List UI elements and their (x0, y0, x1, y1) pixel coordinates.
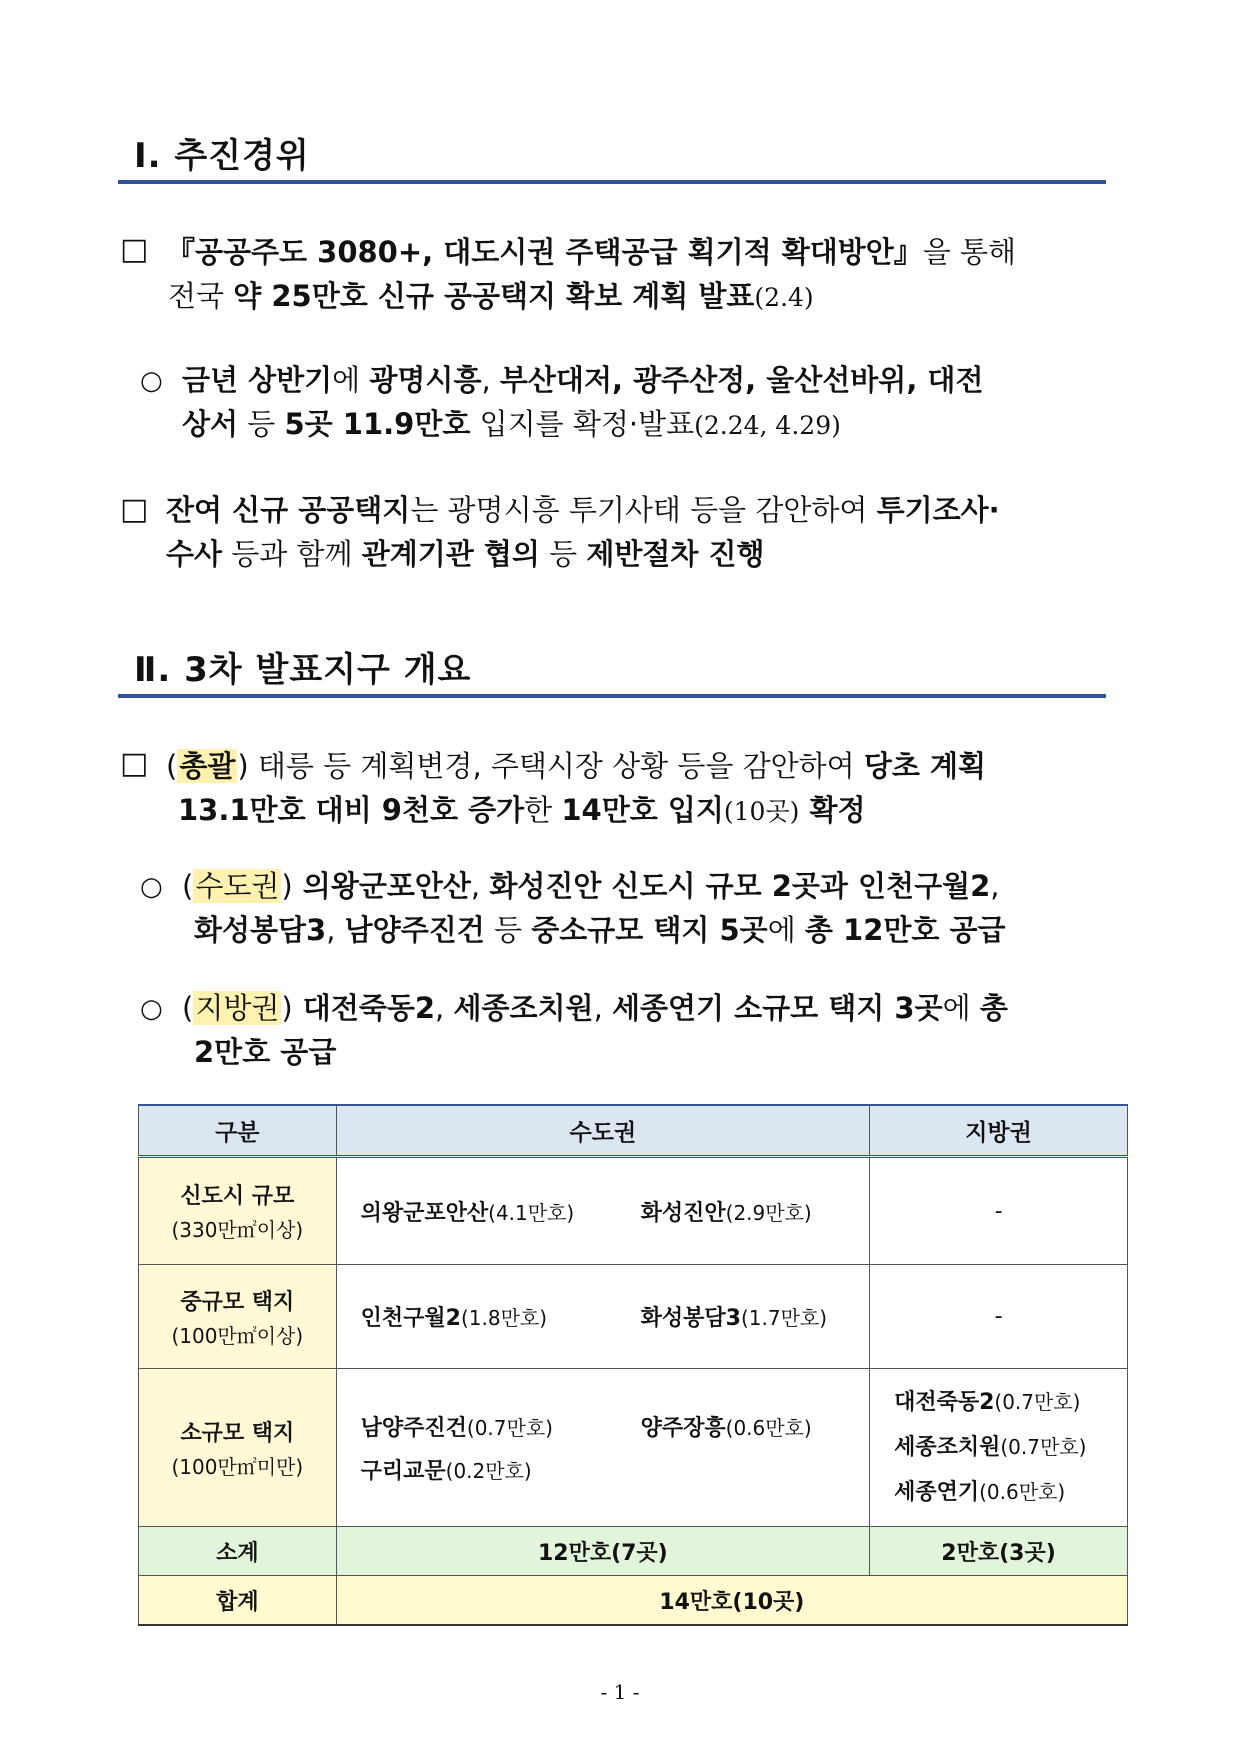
text: 등과 함께 (222, 537, 362, 571)
site-name: 대전죽동2 (894, 1390, 995, 1415)
site-name: 구리교문 (360, 1458, 446, 1484)
text: 부산대저, 광주산정, 울산선바위, 대전 (499, 363, 984, 397)
s1-paragraph-1 (166, 230, 1016, 320)
text: 태릉 등 계획변경, 주택시장 상황 등을 감안하여 (248, 749, 864, 783)
text: 에 (767, 913, 805, 947)
site-units: (1.7만호) (740, 1306, 828, 1330)
subtotal-row (139, 1527, 1128, 1576)
metro-cell (336, 1157, 869, 1265)
list-item (361, 1196, 641, 1227)
tag-metro: 수도권 (195, 869, 280, 903)
text: 확정 (799, 793, 866, 827)
regional-cell: - (870, 1157, 1128, 1265)
site-units: (0.6만호) (979, 1480, 1066, 1504)
circle-bullet: ○ (140, 994, 163, 1024)
row-label-sub: (330만㎡이상) (171, 1218, 304, 1242)
box-bullet: □ (120, 492, 149, 527)
s1-paragraph-3 (166, 488, 1000, 576)
site-units: (0.2만호) (445, 1458, 532, 1483)
list-item (641, 1196, 812, 1227)
text: 상서 (182, 407, 239, 441)
row-label-sub: (100만㎡이상) (171, 1323, 304, 1348)
section-2-rule (118, 694, 1106, 698)
site-units: (1.8만호) (460, 1306, 548, 1330)
text: 에 (942, 991, 980, 1025)
page-number: - 1 - (600, 1680, 640, 1704)
s2-paragraph-3: (지방권) 대전죽동2, 세종조치원, 세종연기 소규모 택지 3곳에 총 2만호 공급 (182, 991, 1008, 1069)
site-units: (0.7만호) (1000, 1435, 1087, 1459)
text: 제반절차 진행 (586, 537, 765, 571)
s1-paragraph-2 (182, 358, 983, 448)
header-regional: 지방권 (870, 1105, 1128, 1157)
s2-paragraph-1: (총괄) 태릉 등 계획변경, 주택시장 상황 등을 감안하여 당초 계획 13.1만호 대비 9천호 증가한 14만호 입지(10곳) 확정 (166, 749, 987, 827)
text: 을 통해 (922, 235, 1017, 269)
text: , (435, 991, 454, 1025)
tag-regional: 지방권 (195, 991, 280, 1025)
text: 13.1만호 대비 9천호 증가 (178, 793, 525, 827)
list-item (641, 1301, 827, 1332)
subtotal-regional: 2만호(3곳) (870, 1527, 1128, 1576)
site-units: (4.1만호) (488, 1200, 575, 1225)
text: 전국 (168, 279, 234, 313)
table-row (139, 1265, 1128, 1369)
section-1-heading: Ⅰ. 추진경위 (134, 136, 310, 176)
text: 14만호 입지 (561, 793, 724, 827)
date: (2.4) (754, 283, 814, 312)
table-header-row (139, 1105, 1128, 1157)
text: 2만호 공급 (194, 1035, 337, 1069)
site-name: 화성봉담3 (640, 1306, 741, 1331)
text: 등 (539, 537, 587, 571)
summary-table (138, 1104, 1128, 1626)
list-item (361, 1301, 641, 1332)
text: , (481, 363, 500, 397)
text: 총 (979, 991, 1008, 1025)
site-name: 화성진안 (640, 1200, 726, 1226)
list-item (894, 1470, 1065, 1515)
table-row (139, 1369, 1128, 1527)
section-2-heading: Ⅱ. 3차 발표지구 개요 (134, 650, 472, 690)
text: 중소규모 택지 5곳 (531, 913, 768, 947)
site-name: 세종연기 (894, 1480, 980, 1505)
site-name: 남양주진건 (360, 1415, 467, 1441)
site-name: 인천구월2 (360, 1306, 461, 1331)
tag-summary: 총괄 (179, 749, 236, 783)
row-label-text: 신도시 규모 (180, 1184, 295, 1209)
row-label (139, 1157, 337, 1265)
metro-cell (336, 1369, 869, 1527)
section-1-rule (118, 180, 1106, 184)
list-item (641, 1411, 812, 1442)
list-item (894, 1380, 1080, 1425)
circle-bullet: ○ (140, 366, 163, 396)
text: 세종조치원 (453, 991, 594, 1025)
site-units: (2.9만호) (725, 1200, 812, 1225)
list-item (361, 1411, 641, 1442)
text: , (470, 869, 490, 903)
text: 화성봉담3 (194, 913, 327, 947)
text: 5곳 11.9만호 (284, 407, 471, 441)
date: (2.24, 4.29) (694, 411, 841, 440)
text: 투기조사· (876, 493, 1000, 527)
subtotal-metro: 12만호(7곳) (336, 1527, 869, 1576)
subtotal-label: 소계 (139, 1527, 337, 1576)
text: 총 12만호 공급 (804, 913, 1006, 947)
total-row (139, 1576, 1128, 1626)
text: 잔여 신규 공공택지 (166, 493, 411, 527)
row-label-text: 소규모 택지 (180, 1420, 295, 1446)
header-category: 구분 (139, 1105, 337, 1157)
site-units: (0.7만호) (994, 1390, 1081, 1414)
text: , (326, 913, 345, 947)
text: 약 25만호 신규 공공택지 확보 계획 발표 (233, 279, 755, 313)
site-units: (0.7만호) (466, 1415, 553, 1440)
list-item (894, 1425, 1086, 1470)
row-label (139, 1265, 337, 1369)
text: 등 (238, 407, 285, 441)
text: , (593, 991, 612, 1025)
box-bullet: □ (120, 232, 149, 267)
row-label (139, 1369, 337, 1527)
row-label-sub: (100만㎡미만) (171, 1454, 304, 1479)
box-bullet: □ (120, 746, 149, 781)
text: 수사 (166, 537, 223, 571)
text: 남양주진건 (344, 913, 485, 947)
regional-cell: - (870, 1265, 1128, 1369)
text: 대전죽동2 (292, 991, 436, 1025)
metro-cell (336, 1265, 869, 1369)
header-metro: 수도권 (336, 1105, 869, 1157)
text: 광명시흥 (369, 363, 482, 397)
text: 는 광명시흥 투기사태 등을 감안하여 (410, 493, 877, 527)
list-item (361, 1454, 532, 1485)
total-label: 합계 (139, 1576, 337, 1626)
text: , (990, 869, 1000, 903)
table-row (139, 1157, 1128, 1265)
text: 당초 계획 (863, 749, 987, 783)
text: 관계기관 협의 (361, 537, 540, 571)
site-name: 의왕군포안산 (360, 1200, 489, 1226)
text: 입지를 확정·발표 (470, 407, 695, 441)
circle-bullet: ○ (140, 872, 163, 902)
regional-cell (870, 1369, 1128, 1527)
text: 에 (332, 363, 370, 397)
plan-title: 『공공주도 3080+, 대도시권 주택공급 획기적 확대방안』 (166, 235, 923, 269)
site-name: 세종조치원 (894, 1435, 1001, 1460)
row-label-text: 중규모 택지 (180, 1289, 295, 1315)
total-value: 14만호(10곳) (336, 1576, 1127, 1626)
site-name: 양주장흥 (640, 1415, 726, 1441)
text: (10곳) (723, 797, 800, 826)
text: 의왕군포안산 (292, 869, 471, 903)
site-units: (0.6만호) (725, 1415, 812, 1440)
text: 금년 상반기 (182, 363, 333, 397)
text: 한 (524, 793, 562, 827)
text: 화성진안 신도시 규모 2곳과 인천구월2 (489, 869, 991, 903)
s2-paragraph-2: (수도권) 의왕군포안산, 화성진안 신도시 규모 2곳과 인천구월2, 화성봉담3, 남양주진건 등 중소규모 택지 5곳에 총 12만호 공급 (182, 869, 1006, 947)
text: 등 (484, 913, 532, 947)
text: 세종연기 소규모 택지 3곳 (612, 991, 943, 1025)
